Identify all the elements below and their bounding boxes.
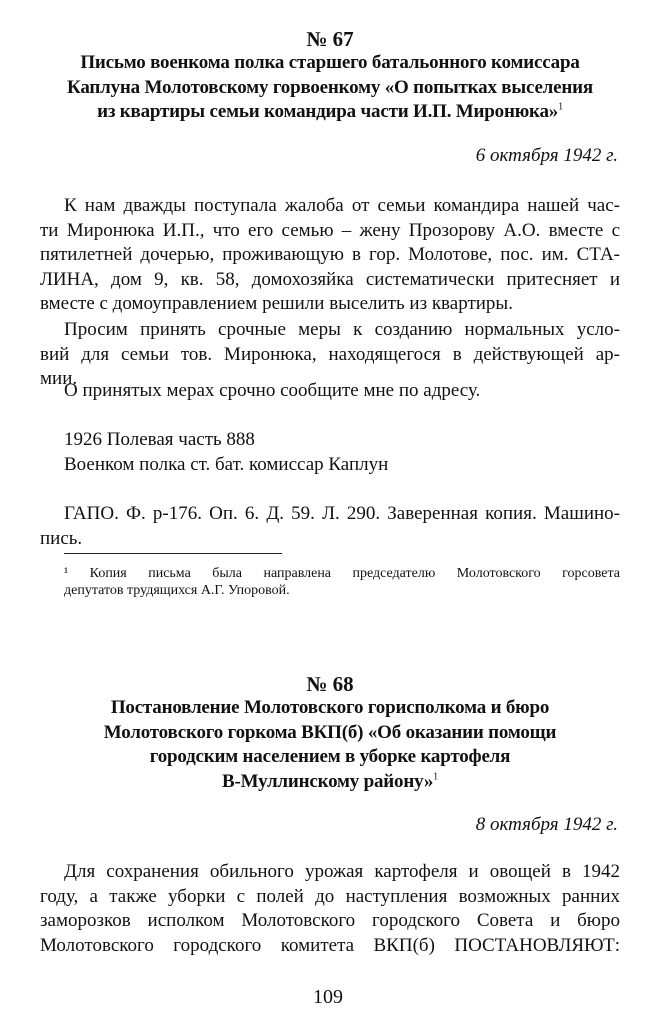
title-line <box>40 770 620 795</box>
address-line: 1926 Полевая часть 888 <box>64 429 255 450</box>
document-date-68: 8 октября 1942 г. <box>475 814 618 835</box>
text-line: году, а также уборки с полей до наступления возможных ранних <box>40 885 620 907</box>
paragraph-complaint <box>40 194 620 317</box>
text-line: вместе с домоуправлением решили выселить из квартиры. <box>40 293 513 315</box>
document-number-67: № 67 <box>306 27 354 51</box>
title-line: Каплуна Молотовскому горвоенкому «О попытках выселения <box>67 76 593 98</box>
text-line: ти Миронюка И.П., что его семью – жену Прозорову А.О. вместе с <box>40 219 620 241</box>
archive-line: пись. <box>40 527 83 549</box>
text-line: Просим принять срочные меры к созданию нормальных усло- <box>64 319 620 340</box>
sender-address <box>40 428 620 477</box>
document-number-68: № 68 <box>306 672 354 696</box>
paragraph-resolution <box>40 860 620 958</box>
footnote-marker: 1 <box>433 771 438 783</box>
paragraph-report <box>40 379 620 404</box>
document-title-68 <box>40 696 620 794</box>
document-date-67: 6 октября 1942 г. <box>475 145 618 166</box>
footnote-line: ¹ Копия письма была направлена председателю Молотовского горсовета <box>64 566 620 581</box>
signature-line: Военком полка ст. бат. комиссар Каплун <box>64 453 389 475</box>
title-line: городским населением в уборке картофеля <box>149 746 511 767</box>
text-line: вий для семьи тов. Миронюка, находящегося в действующей ар- <box>40 343 620 365</box>
text-line: заморозков исполком Молотовского городского Совета и бюро <box>40 910 620 932</box>
footnote-67 <box>64 565 620 599</box>
title-line: Молотовского горкома ВКП(б) «Об оказании помощи <box>103 721 557 743</box>
text-line: Молотовского городского комитета ВКП(б) ПОСТАНОВЛЯЮТ: <box>40 934 620 956</box>
title-line-text: из квартиры семьи командира части И.П. Миронюка» <box>97 101 559 122</box>
page-number: 109 <box>313 986 343 1008</box>
document-title-67 <box>40 51 620 125</box>
footnote-marker: 1 <box>558 101 563 113</box>
text-line: ЛИНА, дом 9, кв. 58, домохозяйка систематически притесняет и <box>40 268 620 290</box>
title-line-text: В-Муллинскому району» <box>222 770 434 792</box>
footnote-line: депутатов трудящихся А.Г. Упоровой. <box>64 583 290 598</box>
title-line: Постановление Молотовского горисполкома и бюро <box>110 697 550 718</box>
text-line: мии. <box>40 368 78 390</box>
archive-line: ГАПО. Ф. р-176. Оп. 6. Д. 59. Л. 290. Заверенная копия. Машино- <box>64 503 620 524</box>
text-line: К нам дважды поступала жалоба от семьи командира нашей час- <box>64 195 620 216</box>
text-line: О принятых мерах срочно сообщите мне по адресу. <box>64 380 481 401</box>
title-line: Письмо военкома полка старшего батальонного комиссара <box>80 52 580 73</box>
text-line: Для сохранения обильного урожая картофеля и овощей в 1942 <box>64 861 620 882</box>
archive-reference <box>40 502 620 551</box>
title-line <box>40 100 620 125</box>
text-line: пятилетней дочерью, проживающую в гор. Молотове, пос. им. СТА- <box>40 244 620 266</box>
footnote-divider <box>64 553 282 554</box>
